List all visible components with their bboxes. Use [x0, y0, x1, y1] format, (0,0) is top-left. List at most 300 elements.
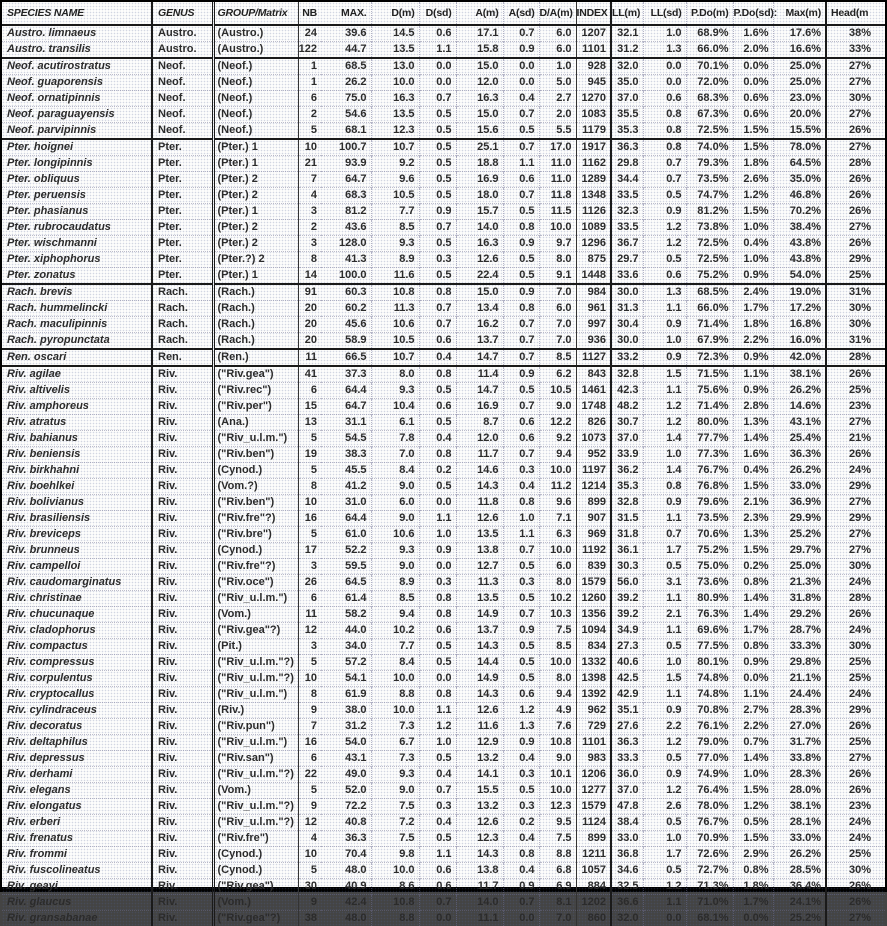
data-cell: 12.0	[456, 431, 503, 447]
data-cell: 7.2	[371, 815, 419, 831]
data-cell: 0.5	[643, 252, 686, 268]
data-cell: 72.7%	[686, 863, 733, 879]
data-cell: 57.2	[321, 655, 371, 671]
data-cell: 10.7	[371, 349, 419, 366]
table-row	[2, 511, 885, 527]
data-cell: 0.5	[503, 383, 539, 399]
column-header: A(m)	[456, 2, 503, 25]
data-cell: 5	[298, 783, 321, 799]
data-cell: 0.8%	[733, 639, 773, 655]
data-cell: 10.2	[371, 623, 419, 639]
data-cell: 38.4	[611, 815, 643, 831]
data-cell: 0.7	[503, 107, 539, 123]
species-name-cell: Pter. obliquus	[2, 172, 152, 188]
data-cell: 945	[576, 75, 611, 91]
table-row	[2, 543, 885, 559]
data-cell: 26%	[826, 123, 885, 140]
data-cell: 33.5	[611, 188, 643, 204]
data-cell: 884	[576, 879, 611, 895]
data-cell: Pter.	[152, 236, 213, 252]
data-cell: 17	[298, 543, 321, 559]
data-cell: 25.4%	[773, 431, 826, 447]
data-cell: 0.6	[419, 25, 456, 42]
data-cell: 9.1	[539, 268, 576, 285]
data-cell: 36.0	[611, 767, 643, 783]
data-cell: 75.6%	[686, 383, 733, 399]
data-cell: 18.0	[456, 188, 503, 204]
data-cell: 24%	[826, 575, 885, 591]
data-cell: 17.6%	[773, 25, 826, 42]
data-cell: 23%	[826, 799, 885, 815]
data-cell: 27.3	[611, 639, 643, 655]
species-name-cell: Riv. gransabanae	[2, 911, 152, 926]
data-cell: 1.1	[503, 156, 539, 172]
data-cell: 44.0	[321, 623, 371, 639]
data-cell: 7.7	[371, 204, 419, 220]
table-row	[2, 366, 885, 383]
data-cell: 5	[298, 863, 321, 879]
data-cell: 66.0%	[686, 301, 733, 317]
data-cell: 80.9%	[686, 591, 733, 607]
data-cell: 43.1%	[773, 415, 826, 431]
data-cell: 42.5	[611, 671, 643, 687]
data-cell: 26.2	[321, 75, 371, 91]
data-cell: 73.8%	[686, 220, 733, 236]
data-cell: 839	[576, 559, 611, 575]
data-cell: 76.4%	[686, 783, 733, 799]
data-cell: 29%	[826, 703, 885, 719]
data-cell: 0.9	[643, 495, 686, 511]
data-cell: 9.0	[371, 511, 419, 527]
table-row	[2, 671, 885, 687]
data-cell: 26%	[826, 172, 885, 188]
data-cell: 10.0	[539, 655, 576, 671]
species-name-cell: Pter. hoignei	[2, 139, 152, 156]
data-cell: (Cynod.)	[213, 543, 298, 559]
data-cell: 0.5	[419, 236, 456, 252]
data-cell: Pter.	[152, 156, 213, 172]
data-cell: 29%	[826, 511, 885, 527]
data-cell: 8.4	[371, 463, 419, 479]
data-cell: 0.8	[419, 284, 456, 301]
data-cell: ("Riv_u.l.m."?)	[213, 815, 298, 831]
data-cell: 25.1	[456, 139, 503, 156]
data-cell: 9.0	[539, 399, 576, 415]
data-cell: 16.6%	[773, 42, 826, 59]
data-cell: 10.5	[371, 333, 419, 350]
data-cell: 0.9%	[733, 655, 773, 671]
data-cell: 8.8	[371, 687, 419, 703]
data-cell: 0.0	[643, 58, 686, 75]
data-cell: 26.2%	[773, 847, 826, 863]
data-cell: 48.2	[611, 399, 643, 415]
data-cell: (Pter.) 2	[213, 188, 298, 204]
species-name-cell: Riv. elongatus	[2, 799, 152, 815]
data-cell: 0.9%	[733, 268, 773, 285]
data-cell: 14.7	[456, 383, 503, 399]
data-cell: 1.3%	[733, 527, 773, 543]
data-cell: 0.8	[419, 687, 456, 703]
data-cell: 30.3	[611, 559, 643, 575]
data-cell: Riv.	[152, 895, 213, 911]
column-header: Max(m)	[773, 2, 826, 25]
data-cell: 36.8	[611, 847, 643, 863]
data-cell: 1.5%	[733, 543, 773, 559]
data-cell: (Ren.)	[213, 349, 298, 366]
data-cell: 1.2	[643, 415, 686, 431]
data-cell: 9.4	[539, 687, 576, 703]
data-cell: 29.2%	[773, 607, 826, 623]
data-cell: 8.5	[539, 349, 576, 366]
data-cell: 38	[298, 911, 321, 926]
column-header: SPECIES NAME	[2, 2, 152, 25]
data-cell: ("Riv_u.l.m."?)	[213, 655, 298, 671]
data-cell: ("Riv_u.l.m."?)	[213, 767, 298, 783]
data-cell: 14	[298, 268, 321, 285]
data-cell: (Pter.) 2	[213, 236, 298, 252]
data-cell: Pter.	[152, 188, 213, 204]
table-row	[2, 188, 885, 204]
data-cell: 21%	[826, 431, 885, 447]
data-cell: 1260	[576, 591, 611, 607]
table-row	[2, 655, 885, 671]
data-cell: 0.8	[503, 220, 539, 236]
data-cell: 81.2%	[686, 204, 733, 220]
table-row	[2, 220, 885, 236]
data-cell: 14.9	[456, 607, 503, 623]
data-cell: 79.6%	[686, 495, 733, 511]
data-cell: 14.3	[456, 479, 503, 495]
data-cell: Riv.	[152, 783, 213, 799]
data-cell: 5	[298, 527, 321, 543]
data-cell: 9.8	[371, 847, 419, 863]
data-cell: 8.0	[371, 366, 419, 383]
data-cell: 843	[576, 366, 611, 383]
table-row	[2, 863, 885, 879]
table-row	[2, 895, 885, 911]
data-cell: 25%	[826, 383, 885, 399]
data-cell: 29.8%	[773, 655, 826, 671]
data-cell: 1.0	[643, 655, 686, 671]
data-cell: 33.8%	[773, 751, 826, 767]
data-cell: 11.6	[456, 719, 503, 735]
data-cell: Riv.	[152, 687, 213, 703]
data-cell: 14.0	[456, 220, 503, 236]
table-row	[2, 236, 885, 252]
species-name-cell: Pter. xiphophorus	[2, 252, 152, 268]
data-cell: 9.3	[371, 236, 419, 252]
data-cell: 24%	[826, 623, 885, 639]
data-cell: 79.3%	[686, 156, 733, 172]
data-cell: 80.0%	[686, 415, 733, 431]
data-cell: 0.9	[503, 879, 539, 895]
column-header: LL(sd)	[643, 2, 686, 25]
data-cell: 0.6	[643, 91, 686, 107]
data-cell: 66.5	[321, 349, 371, 366]
data-cell: 0.5	[503, 639, 539, 655]
data-cell: 10.0	[371, 671, 419, 687]
data-cell: 43.6	[321, 220, 371, 236]
data-cell: 1179	[576, 123, 611, 140]
data-cell: 29.9%	[773, 511, 826, 527]
data-cell: 13.5	[456, 591, 503, 607]
data-cell: 1.5	[643, 366, 686, 383]
data-cell: 9.3	[371, 767, 419, 783]
data-cell: 25%	[826, 655, 885, 671]
data-cell: 10.7	[371, 139, 419, 156]
data-cell: 0.9	[503, 623, 539, 639]
species-name-cell: Riv. chucunaque	[2, 607, 152, 623]
table-row	[2, 495, 885, 511]
column-header: GENUS	[152, 2, 213, 25]
data-cell: 0.9	[643, 349, 686, 366]
data-cell: 0.6	[503, 687, 539, 703]
data-cell: 0.9	[503, 366, 539, 383]
data-cell: 1392	[576, 687, 611, 703]
data-cell: 0.7	[643, 172, 686, 188]
species-name-cell: Pter. rubrocaudatus	[2, 220, 152, 236]
species-name-cell: Riv. cladophorus	[2, 623, 152, 639]
table-row	[2, 767, 885, 783]
data-cell: 1083	[576, 107, 611, 123]
data-cell: 29.7	[611, 252, 643, 268]
data-cell: 25.0%	[773, 559, 826, 575]
data-cell: 1.8%	[733, 317, 773, 333]
data-cell: 1.7	[643, 543, 686, 559]
data-cell: 14.4	[456, 655, 503, 671]
data-cell: 36.3%	[773, 447, 826, 463]
data-cell: 1.1	[643, 511, 686, 527]
data-cell: 78.0%	[686, 799, 733, 815]
table-row	[2, 107, 885, 123]
data-cell: 6.1	[371, 415, 419, 431]
data-cell: 9.3	[371, 383, 419, 399]
data-cell: 33.3%	[773, 639, 826, 655]
data-cell: 25.2%	[773, 911, 826, 926]
data-cell: 0.6	[419, 623, 456, 639]
data-cell: 1101	[576, 42, 611, 59]
data-cell: 1.2	[503, 703, 539, 719]
data-cell: 30%	[826, 301, 885, 317]
species-name-cell: Riv. compactus	[2, 639, 152, 655]
data-cell: ("Riv.gea"?)	[213, 623, 298, 639]
table-row	[2, 58, 885, 75]
data-cell: 72.2	[321, 799, 371, 815]
table-row	[2, 447, 885, 463]
data-cell: 2	[298, 220, 321, 236]
data-cell: 40.9	[321, 879, 371, 895]
data-cell: 15.0	[456, 284, 503, 301]
data-cell: 7.1	[539, 511, 576, 527]
data-cell: 14.3	[456, 847, 503, 863]
data-cell: Riv.	[152, 366, 213, 383]
data-cell: 8.0	[539, 252, 576, 268]
data-cell: 0.5	[419, 107, 456, 123]
data-cell: ("Riv_u.l.m."?)	[213, 799, 298, 815]
table-row	[2, 156, 885, 172]
data-cell: 8.5	[371, 220, 419, 236]
data-cell: 29.8	[611, 156, 643, 172]
data-cell: 1917	[576, 139, 611, 156]
data-cell: 31.5	[611, 511, 643, 527]
data-cell: Riv.	[152, 591, 213, 607]
data-cell: 0.9	[643, 204, 686, 220]
data-cell: 44.7	[321, 42, 371, 59]
data-cell: 1094	[576, 623, 611, 639]
data-cell: 13.7	[456, 623, 503, 639]
species-name-cell: Ren. oscari	[2, 349, 152, 366]
data-cell: 76.8%	[686, 479, 733, 495]
table-row	[2, 463, 885, 479]
data-cell: 1.0	[419, 527, 456, 543]
data-cell: 31.8%	[773, 591, 826, 607]
data-cell: 27%	[826, 220, 885, 236]
data-cell: 0.9	[503, 42, 539, 59]
data-cell: 1124	[576, 815, 611, 831]
data-cell: 0.9	[643, 703, 686, 719]
data-cell: 13.0	[371, 58, 419, 75]
data-cell: 0.7	[503, 25, 539, 42]
data-cell: 32.8	[611, 366, 643, 383]
data-cell: 33.6	[611, 268, 643, 285]
data-cell: 11.4	[456, 366, 503, 383]
data-cell: 0.5	[419, 383, 456, 399]
data-cell: 15.0	[456, 107, 503, 123]
data-cell: 1.1	[643, 623, 686, 639]
data-cell: 2.1%	[733, 495, 773, 511]
data-cell: 2.0	[539, 107, 576, 123]
data-cell: 0.8	[503, 495, 539, 511]
data-cell: 33.0	[611, 831, 643, 847]
data-cell: 1.2	[643, 236, 686, 252]
data-cell: Pter.	[152, 139, 213, 156]
data-cell: 43.8%	[773, 252, 826, 268]
data-cell: 40.6	[611, 655, 643, 671]
data-cell: 0.5	[419, 655, 456, 671]
data-cell: 8.1	[539, 895, 576, 911]
data-cell: 0.9	[503, 236, 539, 252]
data-cell: 1348	[576, 188, 611, 204]
data-cell: 45.6	[321, 317, 371, 333]
column-header: INDEX	[576, 2, 611, 25]
data-cell: 1	[298, 58, 321, 75]
data-cell: 6.0	[539, 25, 576, 42]
data-cell: 80.1%	[686, 655, 733, 671]
data-cell: 0.5	[503, 252, 539, 268]
data-cell: 41.2	[321, 479, 371, 495]
data-cell: 0.6	[643, 268, 686, 285]
data-cell: 0.8	[419, 607, 456, 623]
data-cell: Riv.	[152, 559, 213, 575]
data-cell: 70.9%	[686, 831, 733, 847]
data-cell: 1.8%	[733, 879, 773, 895]
data-cell: (Pter.) 2	[213, 172, 298, 188]
data-cell: 5.0	[539, 75, 576, 91]
data-cell: 24%	[826, 463, 885, 479]
data-cell: 9	[298, 703, 321, 719]
data-cell: 1.3	[643, 42, 686, 59]
data-cell: ("Riv.ben")	[213, 447, 298, 463]
data-cell: 13	[298, 415, 321, 431]
data-cell: 1.5	[643, 671, 686, 687]
data-cell: 936	[576, 333, 611, 350]
data-cell: 26%	[826, 607, 885, 623]
data-cell: 899	[576, 831, 611, 847]
data-cell: 26%	[826, 447, 885, 463]
data-cell: 35.3	[611, 479, 643, 495]
data-cell: 1.1	[419, 42, 456, 59]
data-cell: 1.5%	[733, 831, 773, 847]
data-cell: 0.6	[503, 415, 539, 431]
data-cell: 7.0	[539, 333, 576, 350]
data-cell: 0.8	[643, 479, 686, 495]
data-cell: 29%	[826, 479, 885, 495]
data-cell: 75.2%	[686, 543, 733, 559]
data-cell: 1579	[576, 575, 611, 591]
data-cell: 0.2%	[733, 559, 773, 575]
data-cell: 0.2	[503, 815, 539, 831]
data-cell: 9.2	[371, 156, 419, 172]
data-cell: 24%	[826, 831, 885, 847]
data-cell: 12.6	[456, 703, 503, 719]
data-cell: Austro.	[152, 25, 213, 42]
species-name-cell: Riv. cryptocallus	[2, 687, 152, 703]
species-name-cell: Riv. breviceps	[2, 527, 152, 543]
data-cell: 0.7	[503, 543, 539, 559]
data-cell: 8.9	[371, 252, 419, 268]
data-cell: 26%	[826, 188, 885, 204]
data-cell: 30%	[826, 559, 885, 575]
data-cell: 1.2	[643, 735, 686, 751]
data-cell: (Vom.)	[213, 895, 298, 911]
table-row	[2, 139, 885, 156]
data-cell: Riv.	[152, 511, 213, 527]
data-cell: 24	[298, 25, 321, 42]
species-name-cell: Rach. maculipinnis	[2, 317, 152, 333]
data-cell: 28%	[826, 591, 885, 607]
data-cell: 12.9	[456, 735, 503, 751]
species-name-cell: Pter. peruensis	[2, 188, 152, 204]
table-row	[2, 252, 885, 268]
data-cell: 34.6	[611, 863, 643, 879]
data-cell: Riv.	[152, 447, 213, 463]
data-cell: Ren.	[152, 349, 213, 366]
data-cell: 74.0%	[686, 139, 733, 156]
data-cell: 64.7	[321, 172, 371, 188]
data-cell: Riv.	[152, 847, 213, 863]
data-cell: 59.5	[321, 559, 371, 575]
data-cell: 1.4	[643, 463, 686, 479]
data-cell: 0.5%	[733, 815, 773, 831]
data-cell: Riv.	[152, 607, 213, 623]
data-cell: 8.5	[371, 591, 419, 607]
data-cell: 0.0	[419, 911, 456, 926]
data-cell: 0.4	[419, 767, 456, 783]
data-cell: 8.7	[456, 415, 503, 431]
data-cell: 9.3	[371, 543, 419, 559]
data-cell: (Pter.) 1	[213, 139, 298, 156]
data-cell: 11.5	[539, 204, 576, 220]
data-cell: 54.1	[321, 671, 371, 687]
table-row	[2, 735, 885, 751]
data-cell: 0.5	[503, 559, 539, 575]
species-name-cell: Neof. paraguayensis	[2, 107, 152, 123]
data-cell: 997	[576, 317, 611, 333]
data-cell: 1206	[576, 767, 611, 783]
species-name-cell: Riv. compressus	[2, 655, 152, 671]
data-cell: (Neof.)	[213, 123, 298, 140]
data-cell: ("Riv.san")	[213, 751, 298, 767]
